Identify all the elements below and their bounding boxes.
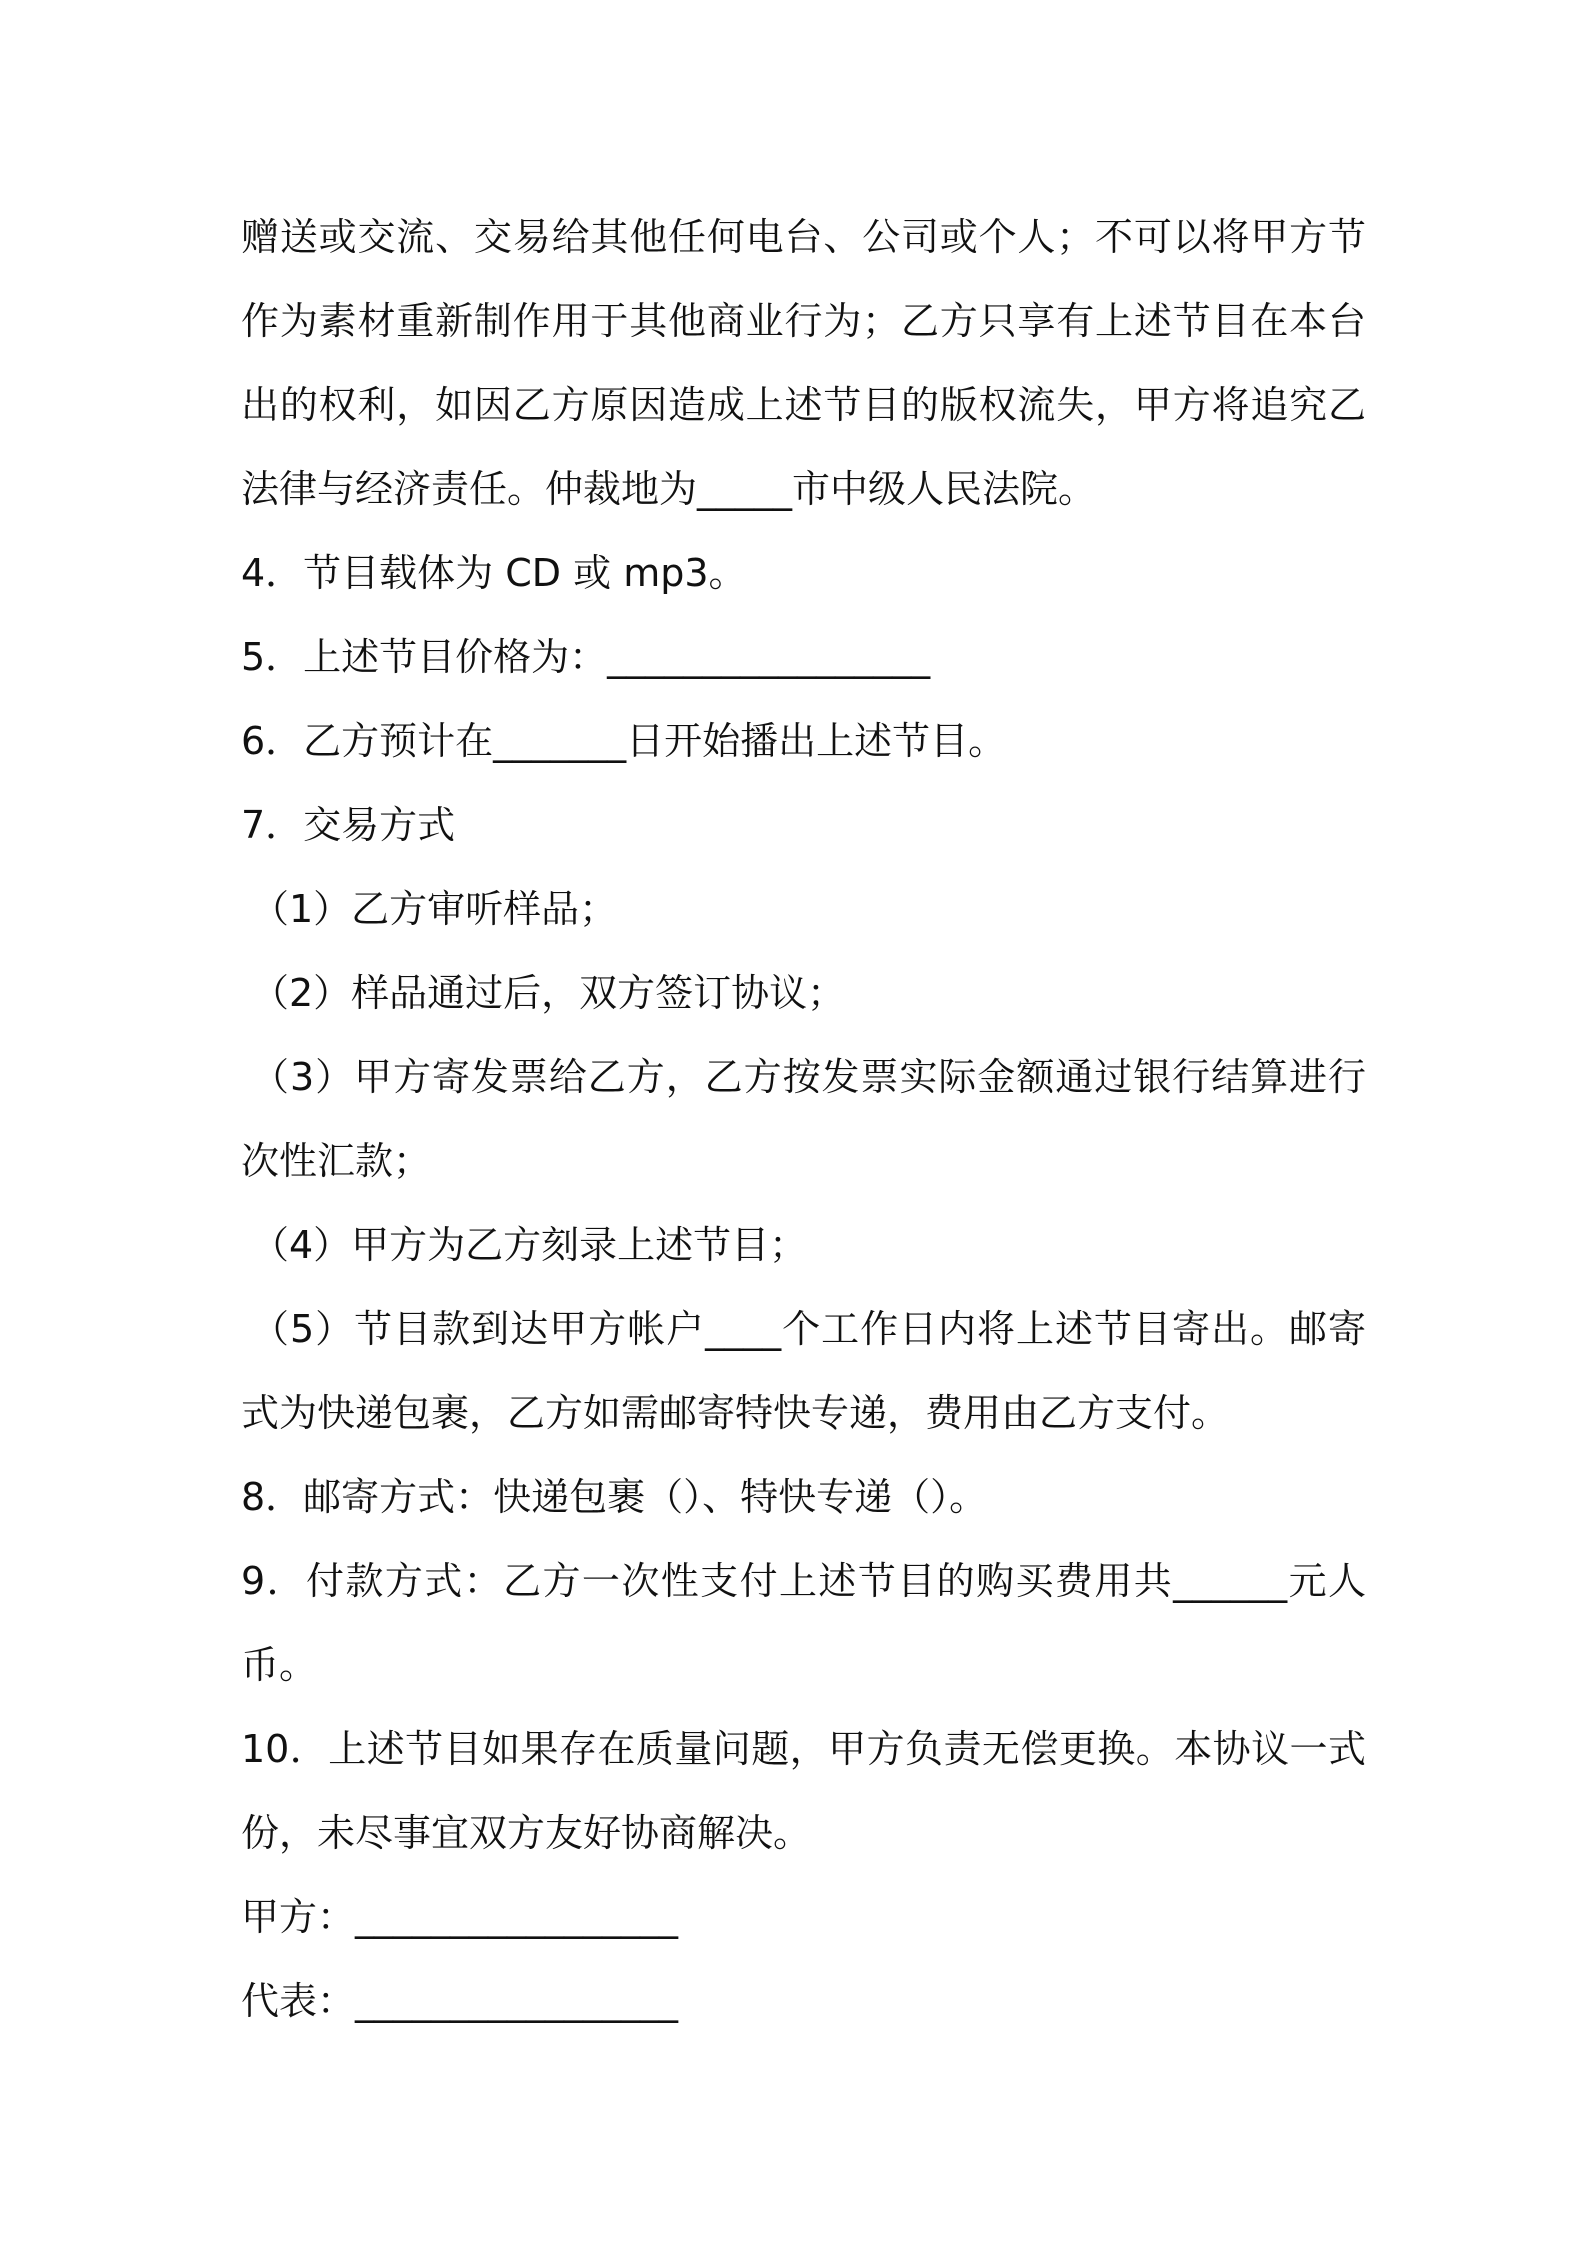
- text-line: 作为素材重新制作用于其他商业行为；乙方只享有上述节目在本台: [241, 299, 1366, 343]
- representative-signature-line: 代表：_________________: [241, 1979, 679, 2023]
- text-line: 式为快递包裹，乙方如需邮寄特快专递，费用由乙方支付。: [241, 1391, 1230, 1435]
- clause-9: 9．付款方式：乙方一次性支付上述节目的购买费用共______元人: [241, 1559, 1366, 1603]
- contract-text: [241, 195, 1366, 2043]
- clause-7-item-3: （3）甲方寄发票给乙方，乙方按发票实际金额通过银行结算进行: [251, 1055, 1366, 1099]
- clause-7: 7．交易方式: [241, 803, 456, 847]
- text-line: 次性汇款；: [241, 1139, 432, 1183]
- text-line: 份，未尽事宜双方友好协商解决。: [241, 1811, 812, 1855]
- text-line: 币。: [241, 1643, 318, 1687]
- clause-7-item-5: （5）节目款到达甲方帐户____个工作日内将上述节目寄出。邮寄: [251, 1307, 1366, 1351]
- clause-6: 6．乙方预计在_______日开始播出上述节目。: [241, 719, 1007, 763]
- clause-8: 8．邮寄方式：快递包裹（）、特快专递（）。: [241, 1475, 988, 1519]
- clause-7-item-1: （1）乙方审听样品；: [251, 887, 618, 931]
- clause-5: 5．上述节目价格为：_________________: [241, 635, 931, 679]
- clause-4: 4．节目载体为 CD 或 mp3。: [241, 551, 747, 595]
- party-a-signature-line: 甲方：_________________: [241, 1895, 679, 1939]
- text-line: 赠送或交流、交易给其他任何电台、公司或个人；不可以将甲方节: [241, 215, 1366, 259]
- clause-7-item-4: （4）甲方为乙方刻录上述节目；: [251, 1223, 808, 1267]
- text-line: 法律与经济责任。仲裁地为_____市中级人民法院。: [241, 467, 1097, 511]
- clause-7-item-2: （2）样品通过后，双方签订协议；: [251, 971, 846, 1015]
- clause-10: 10．上述节目如果存在质量问题，甲方负责无偿更换。本协议一式: [241, 1727, 1366, 1771]
- text-line: 出的权利，如因乙方原因造成上述节目的版权流失，甲方将追究乙: [241, 383, 1366, 427]
